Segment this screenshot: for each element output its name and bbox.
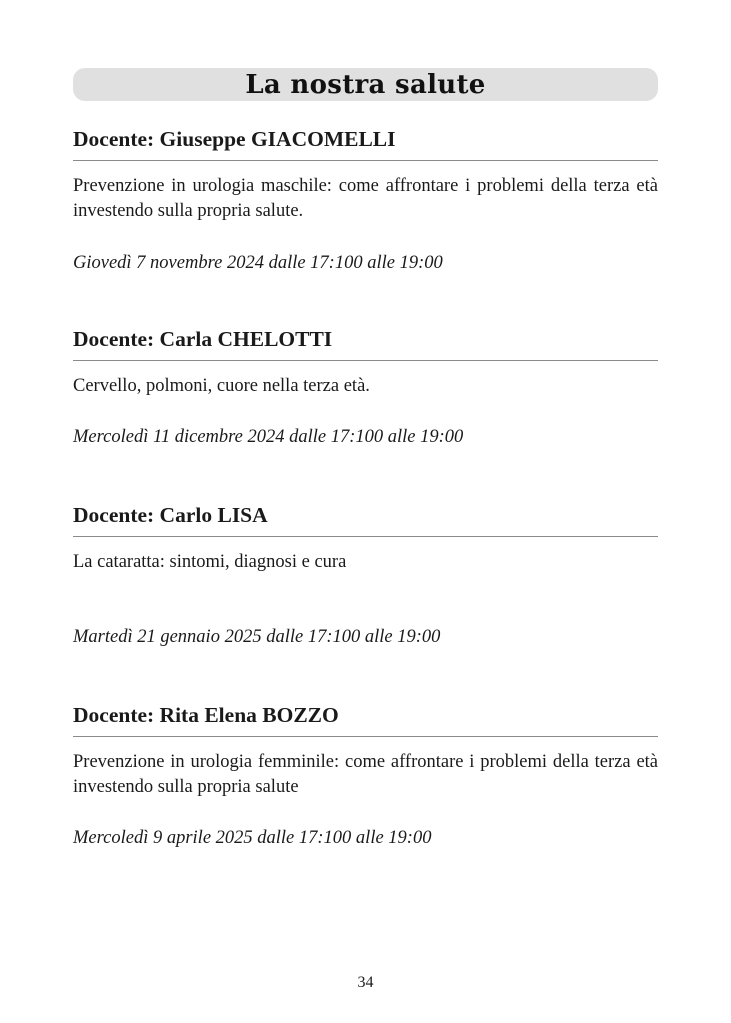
course-teacher: Docente: Rita Elena BOZZO — [73, 702, 658, 737]
page-title-bar — [73, 68, 658, 101]
course-section — [73, 326, 658, 399]
course-date: Giovedì 7 novembre 2024 dalle 17:100 alle 19:00 — [73, 253, 443, 273]
course-description: La cataratta: sintomi, diagnosi e cura — [73, 552, 347, 572]
course-description: Prevenzione in urologia maschile: come affrontare i problemi della terza età investendo sulla propria salute. — [73, 176, 658, 221]
course-date: Mercoledì 9 aprile 2025 dalle 17:100 alle 19:00 — [73, 828, 432, 848]
course-section — [73, 126, 658, 224]
page-title: La nostra salute — [245, 69, 486, 100]
page-number: 34 — [357, 974, 374, 991]
course-date: Mercoledì 11 dicembre 2024 dalle 17:100 alle 19:00 — [73, 427, 464, 447]
course-description: Cervello, polmoni, cuore nella terza età. — [73, 376, 370, 396]
course-section — [73, 702, 658, 800]
course-teacher: Docente: Carlo LISA — [73, 502, 658, 537]
course-description: Prevenzione in urologia femminile: come affrontare i problemi della terza età investendo sulla propria salute — [73, 752, 658, 797]
course-date: Martedì 21 gennaio 2025 dalle 17:100 alle 19:00 — [73, 627, 441, 647]
course-section — [73, 502, 658, 575]
course-teacher: Docente: Carla CHELOTTI — [73, 326, 658, 361]
course-teacher: Docente: Giuseppe GIACOMELLI — [73, 126, 658, 161]
